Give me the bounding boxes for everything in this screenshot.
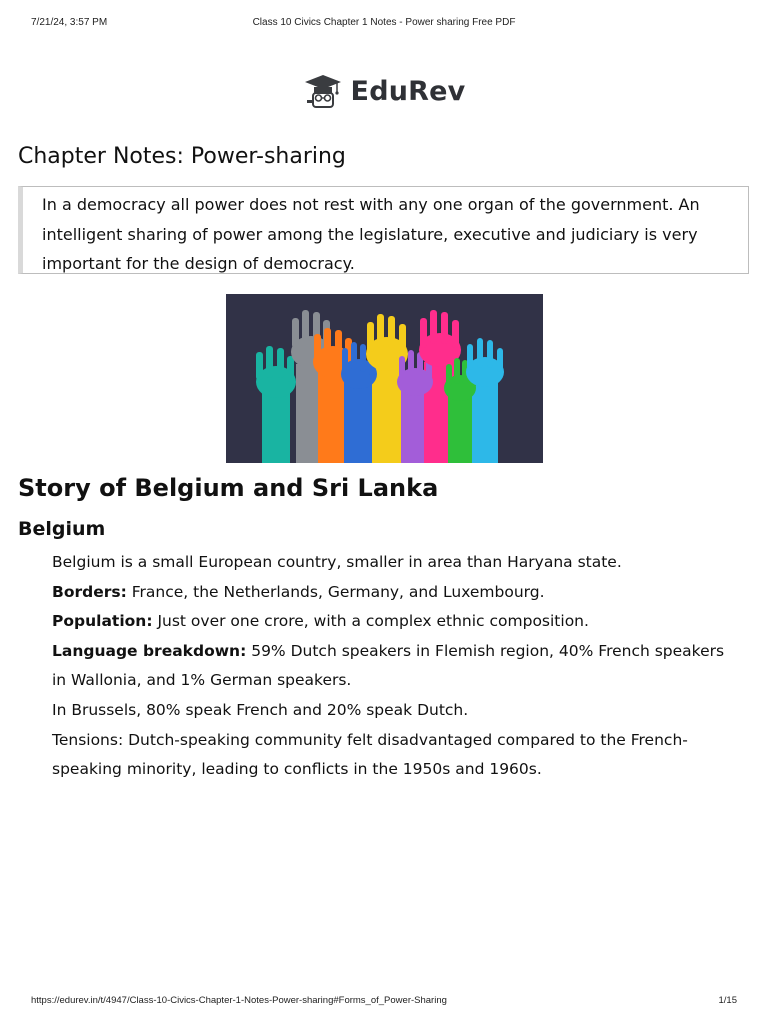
paragraph: Borders: France, the Netherlands, Germany, and Luxembourg. — [52, 582, 545, 601]
belgium-facts — [52, 548, 742, 785]
language-label: Language breakdown: — [52, 641, 247, 660]
paragraph: Tensions: Dutch-speaking community felt disadvantaged compared to the French-speaking minority, leading to conflicts in the 1950s and 1960s. — [52, 730, 688, 779]
paragraph: Belgium is a small European country, smaller in area than Haryana state. — [52, 553, 622, 571]
graduation-cap-student-icon — [303, 73, 343, 109]
section-heading: Story of Belgium and Sri Lanka — [18, 474, 439, 502]
borders-label: Borders: — [52, 582, 127, 601]
population-label: Population: — [52, 612, 153, 631]
paragraph: Language breakdown: 59% Dutch speakers in Flemish region, 40% French speakers in Wallonia, and 1% German speakers. — [52, 641, 725, 690]
raised-hands-image — [226, 294, 543, 463]
paragraph: Population: Just over one crore, with a complex ethnic composition. — [52, 612, 589, 631]
page-title: Chapter Notes: Power-sharing — [18, 144, 346, 169]
edurev-logo[interactable] — [0, 73, 768, 109]
page-number: 1/15 — [718, 995, 737, 1006]
paragraph: In Brussels, 80% speak French and 20% speak Dutch. — [52, 700, 469, 719]
page-url[interactable]: https://edurev.in/t/4947/Class-10-Civics-Chapter-1-Notes-Power-sharing#Forms_of_Power-Sharing — [31, 995, 447, 1006]
intro-quote-box: In a democracy all power does not rest with any one organ of the government. An intelligent sharing of power among the legislature, executive and judiciary is very important for the design of democracy. — [18, 186, 749, 274]
print-title: Class 10 Civics Chapter 1 Notes - Power sharing Free PDF — [252, 17, 516, 28]
print-header — [0, 17, 768, 31]
print-footer — [0, 995, 768, 1009]
print-datetime: 7/21/24, 3:57 PM — [31, 17, 108, 28]
logo-text: EduRev — [350, 75, 466, 107]
section-subheading: Belgium — [18, 518, 106, 540]
